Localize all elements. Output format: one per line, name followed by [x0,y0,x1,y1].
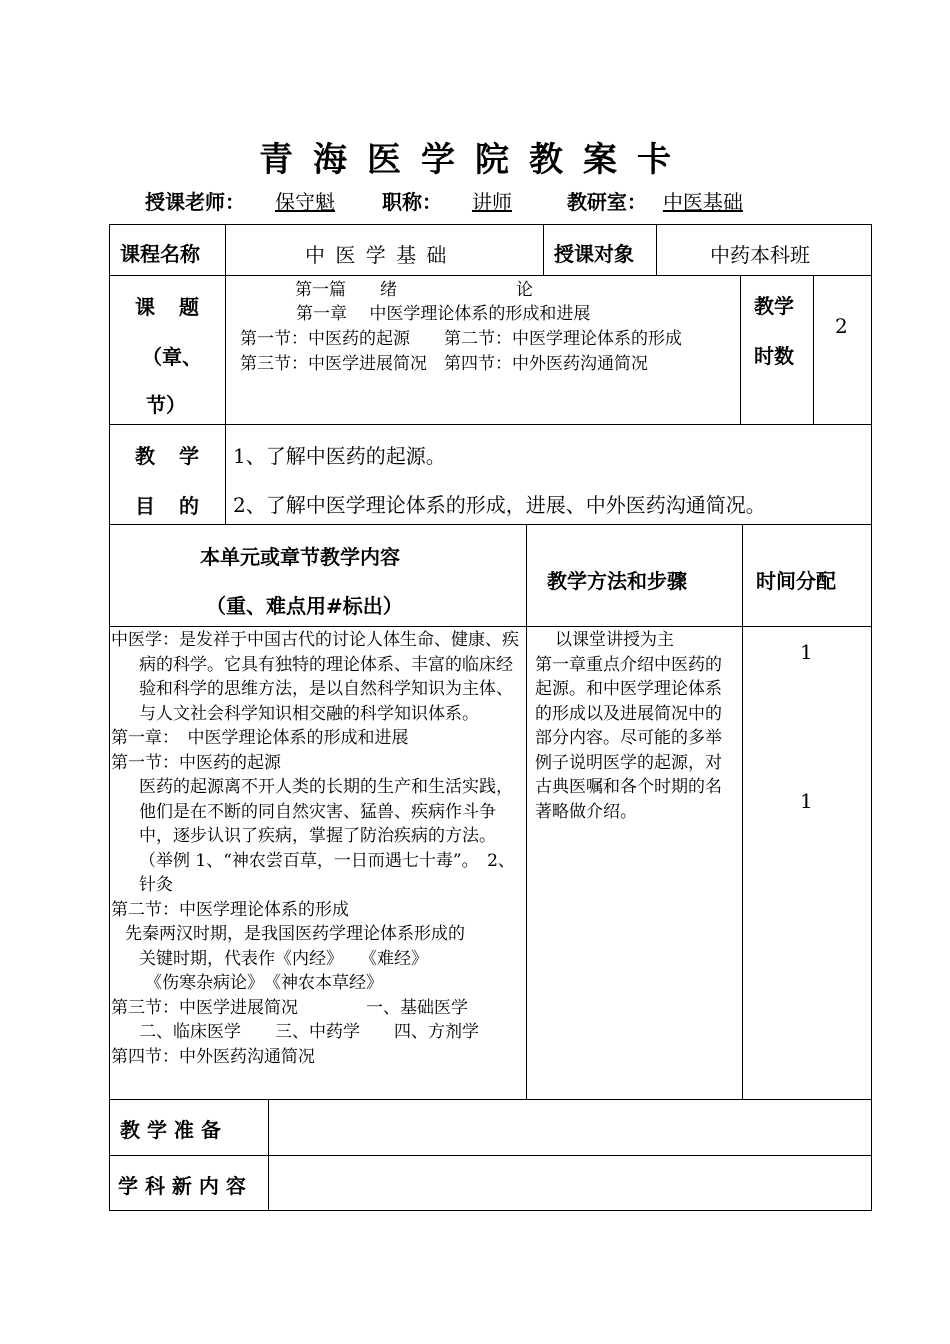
col-divider [740,275,741,424]
row-divider [109,626,872,627]
col-divider [656,224,657,275]
teacher-info-row [145,186,759,215]
topic-line-1: 第一篇 绪 论 [295,280,533,300]
section-2-heading: 第二节：中医学理论体系的形成 [111,899,349,920]
row-divider [109,1155,872,1156]
content-block [111,628,521,1069]
time-header: 时间分配 [756,569,836,593]
section-1-text: 医药的起源离不开人类的长期的生产和生活实践，他们是在不断的同自然灾害、猛兽、疾病作斗争中，逐步认识了疾病，掌握了防治疾病的方法。（举例 1、“神农尝百草，一日而遇七十毒”。 2、针灸 [139,777,515,895]
topic-line-3: 第一节：中医药的起源 第二节：中医学理论体系的形成 [240,329,682,349]
goal-item-1: 1、了解中医药的起源。 [233,444,446,468]
section-2-text-1: 先秦两汉时期，是我国医药学理论体系形成的 [125,924,465,944]
rank-label: 职称： [381,190,442,214]
section-3-heading: 第三节：中医学进展简况 一、基础医学 [111,997,468,1018]
content-intro [111,628,521,726]
method-line-1: 以课堂讲授为主 [555,630,674,650]
new-content-label: 学 科 新 内 容 [118,1174,246,1198]
row-divider [109,1099,872,1100]
hours-value: 2 [835,314,848,338]
section-3-text: 二、临床医学 三、中药学 四、方剂学 [139,1022,479,1042]
topic-label-3: 节） [146,393,186,417]
target-value: 中药本科班 [710,243,810,267]
method-text: 第一章重点介绍中医药的起源。和中医学理论体系的形成以及进展简况中的部分内容。尽可能的多举例子说明医学的起源，对古典医嘱和各个时期的名著略做介绍。 [535,654,722,822]
teacher-value: 保守魁 [275,190,335,214]
content-header-1: 本单元或章节教学内容 [200,545,400,569]
content-header-2: （重、难点用#标出） [206,594,403,618]
dept-label: 教研室： [566,190,647,214]
topic-label-2: （章、 [142,345,202,369]
col-divider [268,1099,269,1211]
method-header: 教学方法和步骤 [547,569,687,593]
hours-label-1: 教学 [754,294,794,318]
col-divider [813,275,814,424]
col-divider [742,524,743,1099]
row-divider [109,524,872,525]
col-divider [225,424,226,524]
section-2-text-2: 关键时期，代表作《内经》 《难经》 [139,948,428,969]
goals-label-2: 目 的 [135,494,201,518]
course-name-value: 中 医 学 基 础 [305,243,449,267]
target-label: 授课对象 [554,242,634,266]
section-1-heading: 第一节：中医药的起源 [111,752,281,773]
method-block [535,628,735,824]
topic-line-2: 第一章 中医学理论体系的形成和进展 [296,304,591,324]
hours-label-2: 时数 [754,344,794,368]
section-2-text-3: 《伤寒杂病论》 《神农本草经》 [145,973,383,993]
goals-label-1: 教 学 [135,444,201,468]
content-intro-lead: 中医学： [111,630,179,650]
row-divider [109,275,872,276]
row-divider [109,424,872,425]
content-intro-text: 是发祥于中国古代的讨论人体生命、健康、疾病的科学。它具有独特的理论体系、丰富的临床经验和科学的思维方法，是以自然科学知识为主体、与人文社会科学知识相交融的科学知识体系。 [139,630,519,724]
course-name-label: 课程名称 [120,242,200,266]
time-value-1: 1 [800,640,813,664]
topic-line-4: 第三节：中医学进展简况 第四节：中外医药沟通简况 [240,354,648,374]
time-value-2: 1 [800,789,813,813]
col-divider [225,224,226,424]
rank-value: 讲师 [471,190,512,214]
col-divider [526,524,527,1099]
col-divider [543,224,544,275]
chapter-1-heading: 第一章： 中医学理论体系的形成和进展 [111,728,409,748]
teacher-label: 授课老师： [145,190,245,214]
prep-label: 教 学 准 备 [120,1118,221,1142]
goal-item-2: 2、了解中医学理论体系的形成，进展、中外医药沟通简况。 [233,493,766,517]
page-title: 青海医学院教案卡 [259,140,691,180]
dept-value: 中医基础 [662,190,743,214]
section-4-heading: 第四节：中外医药沟通简况 [111,1046,315,1067]
topic-label-1: 课 题 [135,295,201,319]
